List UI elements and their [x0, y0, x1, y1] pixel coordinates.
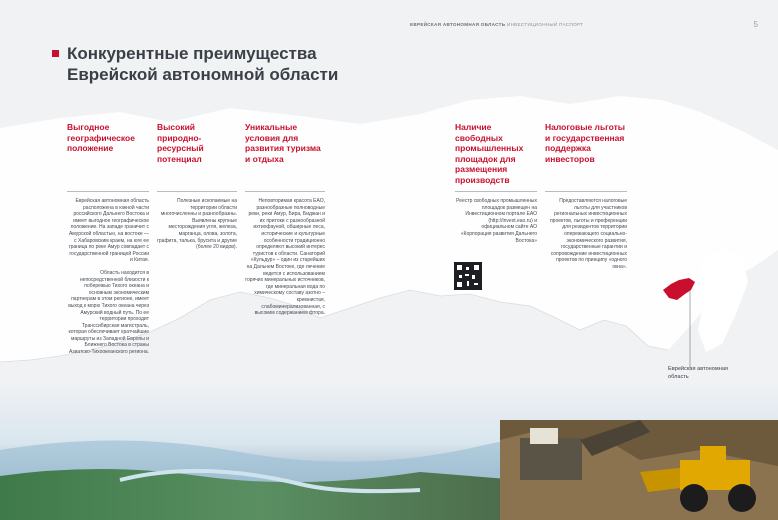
landscape-photo — [0, 380, 778, 520]
column-text: Реестр свободных промышленных площадок размещен на Инвестиционном портале ЕАО (http://invest.eao.ru) и официальном сайте АО «Корпорация развития Дальнего Востока» — [456, 198, 537, 244]
page-title-line1: Конкурентные преимущества — [67, 44, 317, 63]
column-divider — [157, 191, 237, 192]
column-text: Полезные ископаемые на территории области многочисленны и разнообразны. Выявлены крупные месторождения угля, железа, марганца, олова, золота, графита, талька, брусита и другие (более 20 видов). — [157, 198, 237, 251]
title-marker — [52, 50, 59, 57]
column-heading: Высокий природно-ресурсный потенциал — [157, 122, 204, 164]
qr-code[interactable] — [454, 262, 482, 290]
column-text: Неповторимая красота ЕАО, разнообразные полноводные реки, реки Амур, Бира, Биджан и их притоки с разнообразной ихтиофауной, обширные леса, исторические и культурные особенности традиционно определяют высокий интерес туристов к области. Санаторий «Кульдур» – один из старейших на Дальнем Востоке, где лечение ведется с использованием горячих минеральных источников, где минеральная вода по химическому составу азотно – кремнистая, слабоминерализованная, с высоким содержанием фтора. — [245, 198, 325, 317]
region-label: Еврейская автономная область — [668, 366, 728, 380]
column-text: Еврейская автономная область расположена в южной части российского Дальнего Востока и имеет выгодное географическое положение. На западе граничит с Амурской областью, на востоке — с Хабаровским краем, на юге ее граница по реке Амур совпадает с государственной границей России и Китая. — [68, 198, 149, 264]
column-heading: Уникальные условия для развития туризма и отдыха — [245, 122, 321, 164]
column-industrial-sites — [455, 122, 537, 244]
column-divider — [67, 191, 149, 192]
column-heading: Налоговые льготы и государственная поддержка инвесторов — [545, 122, 625, 164]
page-title-line2: Еврейской автономной области — [67, 65, 339, 84]
column-resources — [157, 122, 237, 251]
column-divider — [245, 191, 325, 192]
column-heading: Выгодное географическое положение — [67, 122, 135, 154]
region-pointer-line — [688, 290, 692, 370]
column-divider — [455, 191, 537, 192]
column-tax-benefits — [545, 122, 627, 270]
column-text: Область находится в непосредственной близости к побережью Тихого океана и основным экономическим партнерам в этом регионе, имеет выход к морю Тихого океана через Амурский водный путь. По ее территории проходит Транссибирская магистраль, которая обеспечивает кратчайшие маршруты из Западной Европы и Ближнего Востока в страны Азиатско-Тихоокеанского региона. — [68, 269, 149, 356]
column-geography — [67, 122, 149, 356]
column-text: Предоставляются налоговые льготы для участников региональных инвестиционных проектов, льготы и преференции для резидентов территории опережающего социально-экономического развития, государственные гарантии и сопровождение инвестиционных проектов по принципу «одного окна». — [549, 198, 627, 270]
running-header: ЕВРЕЙСКАЯ АВТОНОМНАЯ ОБЛАСТЬ ИНВЕСТИЦИОННЫЙ ПАСПОРТ — [410, 22, 584, 27]
page-title — [67, 43, 397, 85]
column-tourism — [245, 122, 325, 317]
column-heading: Наличие свободных промышленных площадок для размещения производств — [455, 122, 524, 185]
column-divider — [545, 191, 627, 192]
page-number: 5 — [753, 20, 758, 29]
